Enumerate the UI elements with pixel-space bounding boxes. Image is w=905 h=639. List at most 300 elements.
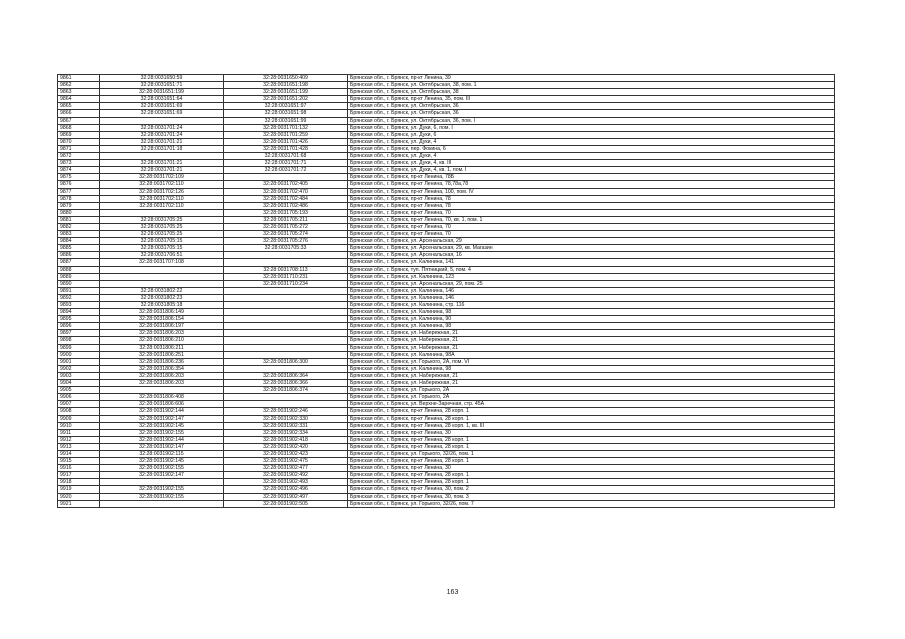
table-row xyxy=(58,280,835,287)
address-cell: Брянская обл., г. Брянск, ул. Верхне-Заречная, стр. 45А xyxy=(348,401,835,408)
address-cell: Брянская обл., г. Брянск, пр-кт Ленина, 30 xyxy=(348,429,835,436)
parcel-number-cell: 32:28:0031706:51 xyxy=(100,252,224,259)
row-number-cell: 9920 xyxy=(58,493,100,500)
parcel-number-cell: 32:28:0031701:21 xyxy=(100,160,224,167)
row-number-cell: 9915 xyxy=(58,458,100,465)
parcel-number-cell: 32:28:0031902:155 xyxy=(100,493,224,500)
parcel-number-cell: 32:28:0031806:251 xyxy=(100,351,224,358)
row-number-cell: 9885 xyxy=(58,245,100,252)
address-cell: Брянская обл., г. Брянск, ул. Октябрьская, 36 xyxy=(348,103,835,110)
address-cell: Брянская обл., г. Брянск, ул. Горького, 2А xyxy=(348,387,835,394)
building-number-cell: 32:28:0031701:72 xyxy=(224,167,348,174)
table-row xyxy=(58,302,835,309)
table-row xyxy=(58,167,835,174)
building-number-cell xyxy=(224,330,348,337)
building-number-cell: 32:28:0031701:259 xyxy=(224,131,348,138)
registry-table-body xyxy=(58,75,835,508)
building-number-cell: 32:28:0031651:199 xyxy=(224,89,348,96)
building-number-cell xyxy=(224,259,348,266)
row-number-cell: 9914 xyxy=(58,450,100,457)
building-number-cell: 32:28:0031705:272 xyxy=(224,223,348,230)
row-number-cell: 9864 xyxy=(58,96,100,103)
table-row xyxy=(58,358,835,365)
building-number-cell xyxy=(224,294,348,301)
address-cell: Брянская обл., г. Брянск, туп. Пятницкий, 5, пом. 4 xyxy=(348,266,835,273)
row-number-cell: 9900 xyxy=(58,351,100,358)
parcel-number-cell: 32:28:0031806:354 xyxy=(100,365,224,372)
building-number-cell xyxy=(224,252,348,259)
address-cell: Брянская обл., г. Брянск, ул. Набережная, 21 xyxy=(348,380,835,387)
building-number-cell: 32:28:0031902:505 xyxy=(224,500,348,507)
row-number-cell: 9863 xyxy=(58,89,100,96)
table-row xyxy=(58,450,835,457)
parcel-number-cell: 32:28:0031802:22 xyxy=(100,287,224,294)
parcel-number-cell: 32:28:0031902:115 xyxy=(100,450,224,457)
row-number-cell: 9908 xyxy=(58,408,100,415)
parcel-number-cell: 32:28:0031806:203 xyxy=(100,380,224,387)
parcel-number-cell: 32:28:0031802:23 xyxy=(100,294,224,301)
parcel-number-cell: 32:28:0031702:109 xyxy=(100,174,224,181)
building-number-cell xyxy=(224,316,348,323)
building-number-cell xyxy=(224,174,348,181)
address-cell: Брянская обл., г. Брянск, ул. Арсенальская, 29, пом. 25 xyxy=(348,280,835,287)
building-number-cell: 32:28:0031701:71 xyxy=(224,160,348,167)
row-number-cell: 9871 xyxy=(58,145,100,152)
parcel-number-cell: 32:28:0031650:59 xyxy=(100,75,224,82)
row-number-cell: 9880 xyxy=(58,209,100,216)
table-row xyxy=(58,323,835,330)
table-row xyxy=(58,160,835,167)
table-row xyxy=(58,238,835,245)
row-number-cell: 9874 xyxy=(58,167,100,174)
parcel-number-cell xyxy=(100,280,224,287)
table-row xyxy=(58,351,835,358)
table-row xyxy=(58,365,835,372)
address-cell: Брянская обл., г. Брянск, пр-кт Ленина, 70 xyxy=(348,223,835,230)
building-number-cell xyxy=(224,337,348,344)
building-number-cell: 32:28:0031902:496 xyxy=(224,486,348,493)
row-number-cell: 9884 xyxy=(58,238,100,245)
address-cell: Брянская обл., г. Брянск, пр-кт Ленина, 35, пом. III xyxy=(348,96,835,103)
building-number-cell: 32:28:0031705:274 xyxy=(224,231,348,238)
address-cell: Брянская обл., г. Брянск, пр-кт Ленина, 30 xyxy=(348,465,835,472)
row-number-cell: 9869 xyxy=(58,131,100,138)
table-row xyxy=(58,195,835,202)
parcel-number-cell: 32:28:0031902:144 xyxy=(100,408,224,415)
address-cell: Брянская обл., г. Брянск, пр-кт Ленина, 28 корп. 1 xyxy=(348,472,835,479)
address-cell: Брянская обл., г. Брянск, пр-кт Ленина, 28 корп. 1 xyxy=(348,479,835,486)
parcel-number-cell: 32:28:0031902:144 xyxy=(100,436,224,443)
address-cell: Брянская обл., г. Брянск, пр-кт Ленина, 28 корп. 1 xyxy=(348,408,835,415)
address-cell: Брянская обл., г. Брянск, ул. Калинина, 146 xyxy=(348,287,835,294)
building-number-cell xyxy=(224,401,348,408)
building-number-cell: 32:28:0031651:198 xyxy=(224,82,348,89)
building-number-cell: 32:28:0031651:99 xyxy=(224,117,348,124)
building-number-cell: 32:28:0031651:202 xyxy=(224,96,348,103)
address-cell: Брянская обл., г. Брянск, пр-кт Ленина, 78 xyxy=(348,195,835,202)
building-number-cell: 32:28:0031705:33 xyxy=(224,245,348,252)
row-number-cell: 9898 xyxy=(58,337,100,344)
address-cell: Брянская обл., г. Брянск, ул. Дуки, 4, кв. 1, пом. I xyxy=(348,167,835,174)
parcel-number-cell: 32:28:0031702:110 xyxy=(100,195,224,202)
table-row xyxy=(58,422,835,429)
building-number-cell: 32:28:0031710:231 xyxy=(224,273,348,280)
building-number-cell xyxy=(224,351,348,358)
building-number-cell: 32:28:0031902:475 xyxy=(224,458,348,465)
building-number-cell: 32:28:0031710:234 xyxy=(224,280,348,287)
address-cell: Брянская обл., г. Брянск, пр-кт Ленина, 28 корп. 1 xyxy=(348,415,835,422)
parcel-number-cell: 32:28:0031902:147 xyxy=(100,443,224,450)
building-number-cell: 32:28:0031806:366 xyxy=(224,380,348,387)
building-number-cell: 32:28:0031702:486 xyxy=(224,202,348,209)
table-row xyxy=(58,273,835,280)
parcel-number-cell: 32:28:0031806:211 xyxy=(100,344,224,351)
address-cell: Брянская обл., г. Брянск, ул. Калинина, 123 xyxy=(348,273,835,280)
table-row xyxy=(58,181,835,188)
table-row xyxy=(58,266,835,273)
parcel-number-cell: 32:28:0031707:108 xyxy=(100,259,224,266)
row-number-cell: 9891 xyxy=(58,287,100,294)
row-number-cell: 9892 xyxy=(58,294,100,301)
parcel-number-cell: 32:28:0031902:155 xyxy=(100,429,224,436)
table-row xyxy=(58,89,835,96)
building-number-cell xyxy=(224,344,348,351)
row-number-cell: 9883 xyxy=(58,231,100,238)
table-row xyxy=(58,145,835,152)
address-cell: Брянская обл., г. Брянск, ул. Октябрьская, 36 xyxy=(348,110,835,117)
building-number-cell: 32:28:0031902:420 xyxy=(224,443,348,450)
building-number-cell: 32:28:0031702:470 xyxy=(224,188,348,195)
parcel-number-cell: 32:28:0031705:25 xyxy=(100,216,224,223)
parcel-number-cell: 32:28:0031651:69 xyxy=(100,103,224,110)
row-number-cell: 9901 xyxy=(58,358,100,365)
address-cell: Брянская обл., г. Брянск, ул. Горького, 2А xyxy=(348,394,835,401)
table-row xyxy=(58,188,835,195)
row-number-cell: 9889 xyxy=(58,273,100,280)
building-number-cell: 32:28:0031702:484 xyxy=(224,195,348,202)
building-number-cell: 32:28:0031902:423 xyxy=(224,450,348,457)
table-row xyxy=(58,443,835,450)
address-cell: Брянская обл., г. Брянск, ул. Октябрьская, 38 xyxy=(348,89,835,96)
row-number-cell: 9917 xyxy=(58,472,100,479)
table-row xyxy=(58,117,835,124)
address-cell: Брянская обл., г. Брянск, ул. Арсенальская, 29 xyxy=(348,238,835,245)
table-row xyxy=(58,216,835,223)
building-number-cell: 32:28:0031651:97 xyxy=(224,103,348,110)
row-number-cell: 9887 xyxy=(58,259,100,266)
table-row xyxy=(58,479,835,486)
table-row xyxy=(58,500,835,507)
building-number-cell: 32:28:0031902:497 xyxy=(224,493,348,500)
address-cell: Брянская обл., г. Брянск, пр-кт Ленина, 100, пом. IV xyxy=(348,188,835,195)
parcel-number-cell xyxy=(100,387,224,394)
row-number-cell: 9893 xyxy=(58,302,100,309)
parcel-number-cell: 32:28:0031651:71 xyxy=(100,82,224,89)
row-number-cell: 9919 xyxy=(58,486,100,493)
table-row xyxy=(58,486,835,493)
address-cell: Брянская обл., г. Брянск, пр-кт Ленина, 30, пом. 3 xyxy=(348,493,835,500)
parcel-number-cell: 32:28:0031701:21 xyxy=(100,167,224,174)
building-number-cell: 32:28:0031806:374 xyxy=(224,387,348,394)
parcel-number-cell: 32:28:0031805:18 xyxy=(100,302,224,309)
parcel-number-cell: 32:28:0031902:145 xyxy=(100,422,224,429)
address-cell: Брянская обл., г. Брянск, пр-кт Ленина, 28 корп. 1 xyxy=(348,443,835,450)
row-number-cell: 9879 xyxy=(58,202,100,209)
registry-table xyxy=(57,74,835,508)
table-row xyxy=(58,103,835,110)
row-number-cell: 9870 xyxy=(58,138,100,145)
building-number-cell: 32:28:0031902:334 xyxy=(224,429,348,436)
address-cell: Брянская обл., г. Брянск, пр-кт Ленина, 30, пом. 2 xyxy=(348,486,835,493)
parcel-number-cell xyxy=(100,209,224,216)
address-cell: Брянская обл., г. Брянск, ул. Набережная, 21 xyxy=(348,344,835,351)
building-number-cell xyxy=(224,365,348,372)
row-number-cell: 9875 xyxy=(58,174,100,181)
table-row xyxy=(58,252,835,259)
address-cell: Брянская обл., г. Брянск, пр-кт Ленина, 39 xyxy=(348,75,835,82)
building-number-cell: 32:28:0031902:330 xyxy=(224,415,348,422)
building-number-cell: 32:28:0031806:364 xyxy=(224,372,348,379)
table-row xyxy=(58,401,835,408)
parcel-number-cell: 32:28:0031806:154 xyxy=(100,316,224,323)
table-row xyxy=(58,415,835,422)
table-row xyxy=(58,110,835,117)
parcel-number-cell xyxy=(100,479,224,486)
address-cell: Брянская обл., г. Брянск, ул. Дуки, 6, пом. I xyxy=(348,124,835,131)
parcel-number-cell: 32:28:0031806:203 xyxy=(100,330,224,337)
parcel-number-cell: 32:28:0031651:64 xyxy=(100,96,224,103)
table-row xyxy=(58,202,835,209)
table-row xyxy=(58,472,835,479)
table-row xyxy=(58,380,835,387)
address-cell: Брянская обл., г. Брянск, пр-кт Ленина, 28 корп. 1, кв. III xyxy=(348,422,835,429)
table-row xyxy=(58,465,835,472)
table-row xyxy=(58,131,835,138)
address-cell: Брянская обл., г. Брянск, пр-кт Ленина, 28 корп. 1 xyxy=(348,436,835,443)
table-row xyxy=(58,372,835,379)
building-number-cell xyxy=(224,309,348,316)
row-number-cell: 9899 xyxy=(58,344,100,351)
address-cell: Брянская обл., г. Брянск, пр-кт Ленина, 28 корп. 1 xyxy=(348,458,835,465)
row-number-cell: 9921 xyxy=(58,500,100,507)
table-row xyxy=(58,174,835,181)
row-number-cell: 9918 xyxy=(58,479,100,486)
row-number-cell: 9868 xyxy=(58,124,100,131)
address-cell: Брянская обл., г. Брянск, ул. Арсенальская, 16 xyxy=(348,252,835,259)
row-number-cell: 9865 xyxy=(58,103,100,110)
row-number-cell: 9897 xyxy=(58,330,100,337)
building-number-cell: 32:28:0031705:193 xyxy=(224,209,348,216)
table-row xyxy=(58,124,835,131)
table-row xyxy=(58,153,835,160)
table-row xyxy=(58,458,835,465)
building-number-cell: 32:28:0031705:276 xyxy=(224,238,348,245)
address-cell: Брянская обл., г. Брянск, ул. Калинина, 90 xyxy=(348,316,835,323)
building-number-cell: 32:28:0031701:132 xyxy=(224,124,348,131)
table-row xyxy=(58,245,835,252)
parcel-number-cell: 32:28:0031902:147 xyxy=(100,415,224,422)
parcel-number-cell: 32:28:0031902:155 xyxy=(100,486,224,493)
address-cell: Брянская обл., г. Брянск, ул. Калинина, 98 xyxy=(348,365,835,372)
building-number-cell: 32:28:0031705:211 xyxy=(224,216,348,223)
row-number-cell: 9876 xyxy=(58,181,100,188)
row-number-cell: 9905 xyxy=(58,387,100,394)
row-number-cell: 9907 xyxy=(58,401,100,408)
address-cell: Брянская обл., г. Брянск, пр-кт Ленина, 78,78а,78 xyxy=(348,181,835,188)
table-row xyxy=(58,96,835,103)
table-row xyxy=(58,287,835,294)
parcel-number-cell: 32:28:0031702:110 xyxy=(100,181,224,188)
building-number-cell: 32:28:0031701:68 xyxy=(224,153,348,160)
parcel-number-cell: 32:28:0031701:24 xyxy=(100,124,224,131)
parcel-number-cell: 32:28:0031902:145 xyxy=(100,458,224,465)
row-number-cell: 9912 xyxy=(58,436,100,443)
row-number-cell: 9878 xyxy=(58,195,100,202)
parcel-number-cell: 32:28:0031902:155 xyxy=(100,465,224,472)
address-cell: Брянская обл., г. Брянск, ул. Дуки, 4 xyxy=(348,153,835,160)
address-cell: Брянская обл., г. Брянск, ул. Калинина, 146 xyxy=(348,294,835,301)
row-number-cell: 9895 xyxy=(58,316,100,323)
building-number-cell: 32:28:0031902:493 xyxy=(224,479,348,486)
building-number-cell xyxy=(224,323,348,330)
address-cell: Брянская обл., г. Брянск, ул. Октябрьская, 38, пом. 1 xyxy=(348,82,835,89)
parcel-number-cell: 32:28:0031806:606 xyxy=(100,401,224,408)
building-number-cell: 32:28:0031708:113 xyxy=(224,266,348,273)
address-cell: Брянская обл., г. Брянск, ул. Калинина, стр. 116 xyxy=(348,302,835,309)
parcel-number-cell: 32:28:0031705:15 xyxy=(100,245,224,252)
row-number-cell: 9877 xyxy=(58,188,100,195)
row-number-cell: 9861 xyxy=(58,75,100,82)
table-row xyxy=(58,408,835,415)
parcel-number-cell: 32:28:0031806:210 xyxy=(100,337,224,344)
row-number-cell: 9894 xyxy=(58,309,100,316)
row-number-cell: 9896 xyxy=(58,323,100,330)
address-cell: Брянская обл., г. Брянск, пр-кт Ленина, 70, кв. 1, пом. 1 xyxy=(348,216,835,223)
row-number-cell: 9873 xyxy=(58,160,100,167)
building-number-cell: 32:28:0031902:492 xyxy=(224,472,348,479)
address-cell: Брянская обл., г. Брянск, ул. Арсенальская, 29, кв. Магазин xyxy=(348,245,835,252)
parcel-number-cell: 32:28:0031701:21 xyxy=(100,138,224,145)
table-row xyxy=(58,309,835,316)
address-cell: Брянская обл., г. Брянск, ул. Горького, 2А, пом. VI xyxy=(348,358,835,365)
parcel-number-cell: 32:28:0031701:18 xyxy=(100,145,224,152)
address-cell: Брянская обл., г. Брянск, ул. Октябрьская, 36, пом. I xyxy=(348,117,835,124)
table-row xyxy=(58,394,835,401)
address-cell: Брянская обл., г. Брянск, пер. Фокина, 6 xyxy=(348,145,835,152)
address-cell: Брянская обл., г. Брянск, пр-кт Ленина, 70 xyxy=(348,209,835,216)
address-cell: Брянская обл., г. Брянск, ул. Набережная, 21 xyxy=(348,330,835,337)
address-cell: Брянская обл., г. Брянск, ул. Дуки, 6 xyxy=(348,131,835,138)
table-row xyxy=(58,387,835,394)
row-number-cell: 9903 xyxy=(58,372,100,379)
address-cell: Брянская обл., г. Брянск, пр-кт Ленина, 78 xyxy=(348,202,835,209)
address-cell: Брянская обл., г. Брянск, ул. Набережная, 21 xyxy=(348,337,835,344)
row-number-cell: 9890 xyxy=(58,280,100,287)
parcel-number-cell: 32:28:0031705:25 xyxy=(100,231,224,238)
building-number-cell: 32:28:0031902:246 xyxy=(224,408,348,415)
row-number-cell: 9886 xyxy=(58,252,100,259)
table-row xyxy=(58,337,835,344)
row-number-cell: 9872 xyxy=(58,153,100,160)
parcel-number-cell: 32:28:0031902:147 xyxy=(100,472,224,479)
address-cell: Брянская обл., г. Брянск, ул. Набережная, 21 xyxy=(348,372,835,379)
table-row xyxy=(58,209,835,216)
row-number-cell: 9888 xyxy=(58,266,100,273)
address-cell: Брянская обл., г. Брянск, ул. Калинина, 141 xyxy=(348,259,835,266)
row-number-cell: 9910 xyxy=(58,422,100,429)
row-number-cell: 9862 xyxy=(58,82,100,89)
row-number-cell: 9916 xyxy=(58,465,100,472)
address-cell: Брянская обл., г. Брянск, ул. Горького, 32/26, пом. 7 xyxy=(348,500,835,507)
address-cell: Брянская обл., г. Брянск, ул. Дуки, 4 xyxy=(348,138,835,145)
building-number-cell: 32:28:0031650:409 xyxy=(224,75,348,82)
parcel-number-cell xyxy=(100,273,224,280)
address-cell: Брянская обл., г. Брянск, ул. Калинина, 98А xyxy=(348,351,835,358)
building-number-cell: 32:28:0031701:428 xyxy=(224,145,348,152)
table-row xyxy=(58,223,835,230)
row-number-cell: 9906 xyxy=(58,394,100,401)
table-row xyxy=(58,429,835,436)
row-number-cell: 9909 xyxy=(58,415,100,422)
table-row xyxy=(58,316,835,323)
building-number-cell xyxy=(224,302,348,309)
row-number-cell: 9913 xyxy=(58,443,100,450)
building-number-cell: 32:28:0031902:418 xyxy=(224,436,348,443)
table-row xyxy=(58,75,835,82)
row-number-cell: 9867 xyxy=(58,117,100,124)
row-number-cell: 9882 xyxy=(58,223,100,230)
building-number-cell: 32:28:0031651:98 xyxy=(224,110,348,117)
parcel-number-cell: 32:28:0031702:126 xyxy=(100,188,224,195)
address-cell: Брянская обл., г. Брянск, ул. Калинина, 98 xyxy=(348,309,835,316)
address-cell: Брянская обл., г. Брянск, пр-кт Ленина, 78Б xyxy=(348,174,835,181)
address-cell: Брянская обл., г. Брянск, ул. Дуки, 4, кв. III xyxy=(348,160,835,167)
address-cell: Брянская обл., г. Брянск, ул. Горького, 32/26, пом. 1 xyxy=(348,450,835,457)
parcel-number-cell xyxy=(100,266,224,273)
row-number-cell: 9866 xyxy=(58,110,100,117)
table-row xyxy=(58,259,835,266)
row-number-cell: 9911 xyxy=(58,429,100,436)
parcel-number-cell: 32:28:0031806:408 xyxy=(100,394,224,401)
building-number-cell: 32:28:0031701:426 xyxy=(224,138,348,145)
parcel-number-cell: 32:28:0031806:203 xyxy=(100,372,224,379)
address-cell: Брянская обл., г. Брянск, ул. Калинина, 98 xyxy=(348,323,835,330)
building-number-cell xyxy=(224,287,348,294)
parcel-number-cell: 32:28:0031702:110 xyxy=(100,202,224,209)
table-row xyxy=(58,231,835,238)
building-number-cell xyxy=(224,394,348,401)
building-number-cell: 32:28:0031806:300 xyxy=(224,358,348,365)
building-number-cell: 32:28:0031902:331 xyxy=(224,422,348,429)
table-row xyxy=(58,436,835,443)
row-number-cell: 9902 xyxy=(58,365,100,372)
table-row xyxy=(58,294,835,301)
parcel-number-cell: 32:28:0031701:24 xyxy=(100,131,224,138)
table-row xyxy=(58,344,835,351)
table-row xyxy=(58,330,835,337)
table-row xyxy=(58,82,835,89)
parcel-number-cell: 32:28:0031705:15 xyxy=(100,238,224,245)
parcel-number-cell: 32:28:0031806:236 xyxy=(100,358,224,365)
page-number: 163 xyxy=(446,589,459,596)
building-number-cell: 32:28:0031702:405 xyxy=(224,181,348,188)
parcel-number-cell: 32:28:0031651:69 xyxy=(100,110,224,117)
address-cell: Брянская обл., г. Брянск, пр-кт Ленина, 70 xyxy=(348,231,835,238)
parcel-number-cell: 32:28:0031705:25 xyxy=(100,223,224,230)
parcel-number-cell xyxy=(100,500,224,507)
table-row xyxy=(58,493,835,500)
parcel-number-cell xyxy=(100,153,224,160)
